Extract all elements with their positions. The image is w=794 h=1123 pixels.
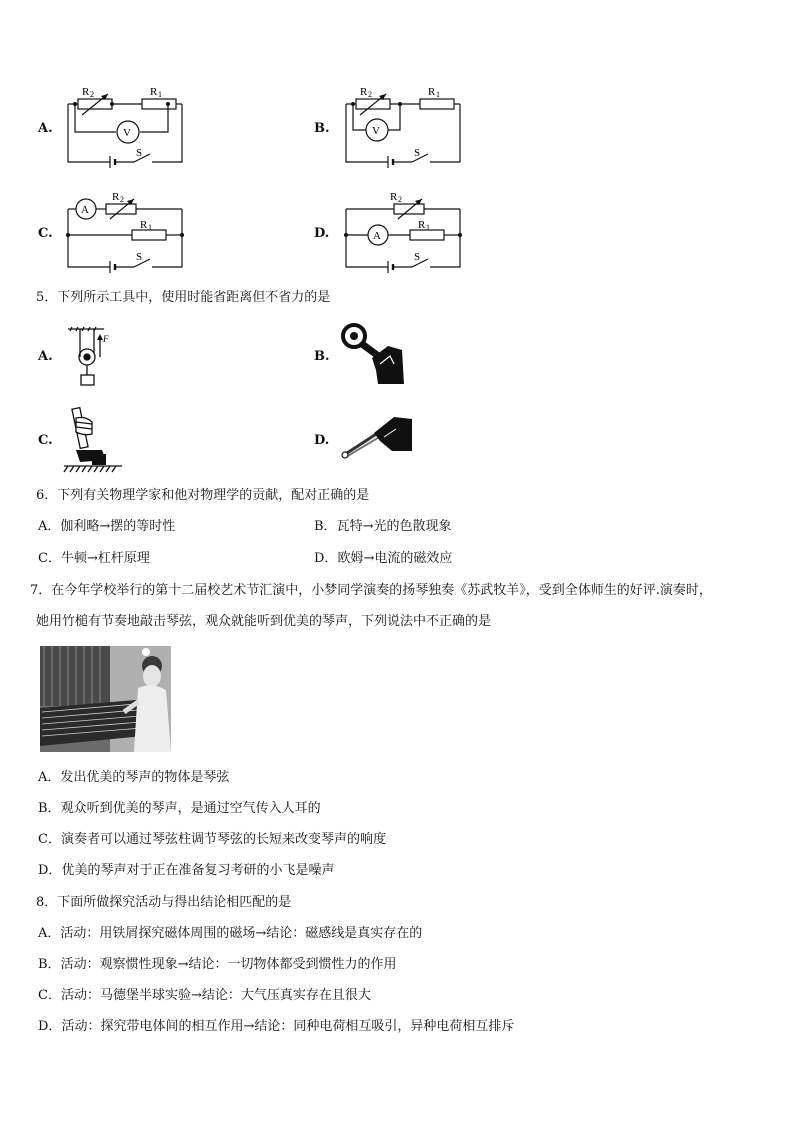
- q4-option-d-letter[interactable]: D.: [314, 226, 330, 241]
- r1-label: R: [428, 86, 436, 98]
- switch-label: S: [414, 251, 421, 263]
- option-letter: D．: [314, 551, 338, 566]
- ammeter-label: A: [373, 230, 381, 242]
- q8-option-d[interactable]: [38, 1019, 514, 1035]
- option-text: 活动：马德堡半球实验→结论：大气压真实存在且很大: [60, 988, 371, 1003]
- switch-label: S: [414, 147, 421, 159]
- hammer-icon: [62, 404, 124, 474]
- option-letter: B．: [38, 957, 61, 972]
- q4-option-a-letter[interactable]: A.: [38, 121, 53, 136]
- tweezers-icon: [340, 415, 412, 459]
- option-text: 演奏者可以通过琴弦柱调节琴弦的长短来改变琴声的响度: [60, 832, 386, 847]
- q6-option-c[interactable]: [38, 551, 150, 567]
- r1-subscript: 1: [158, 90, 162, 99]
- r1-subscript: 1: [436, 90, 440, 99]
- option-letter: C．: [38, 988, 61, 1003]
- voltmeter-label: V: [123, 127, 131, 139]
- option-letter: C．: [38, 551, 61, 566]
- circuit-diagram-b: [338, 82, 468, 172]
- q7-option-a[interactable]: [38, 770, 229, 786]
- yangqin-performance-photo: [40, 646, 171, 752]
- q6-option-b[interactable]: [314, 519, 451, 535]
- r2-subscript: 2: [398, 195, 402, 204]
- option-letter: B．: [38, 801, 61, 816]
- r2-label: R: [82, 86, 90, 98]
- q8-option-a[interactable]: [38, 926, 422, 942]
- option-text: 牛顿→杠杆原理: [60, 551, 150, 566]
- option-letter: A．: [38, 926, 61, 941]
- option-letter: C．: [38, 832, 61, 847]
- q8-stem: 8．下面所做探究活动与得出结论相匹配的是: [36, 895, 292, 910]
- r2-subscript: 2: [90, 90, 94, 99]
- option-letter: D．: [38, 1019, 62, 1034]
- q5-option-b-letter[interactable]: B.: [314, 349, 330, 364]
- q8-option-b[interactable]: [38, 957, 396, 973]
- option-text: 活动：探究带电体间的相互作用→结论：同种电荷相互吸引，异种电荷相互排斥: [61, 1019, 515, 1034]
- option-text: 瓦特→光的色散现象: [336, 519, 452, 534]
- q7-option-b[interactable]: [38, 801, 321, 817]
- q5-option-d-letter[interactable]: D.: [314, 433, 330, 448]
- circuit-diagram-d: [338, 187, 468, 273]
- q4-option-b-letter[interactable]: B.: [314, 121, 330, 136]
- r1-subscript: 1: [148, 223, 152, 232]
- r1-label: R: [140, 219, 148, 231]
- r2-label: R: [360, 86, 368, 98]
- force-label: F: [103, 334, 109, 344]
- r1-subscript: 1: [426, 223, 430, 232]
- ammeter-label: A: [81, 204, 89, 216]
- option-text: 欧姆→电流的磁效应: [337, 551, 453, 566]
- circuit-diagram-a: [60, 82, 190, 172]
- r2-subscript: 2: [120, 195, 124, 204]
- r1-label: R: [150, 86, 158, 98]
- q5-option-a-letter[interactable]: A.: [38, 349, 53, 364]
- q7-option-d[interactable]: [38, 863, 334, 879]
- r1-label: R: [418, 219, 426, 231]
- pulley-icon: [64, 325, 114, 395]
- option-text: 发出优美的琴声的物体是琴弦: [60, 770, 230, 785]
- option-letter: A．: [38, 519, 61, 534]
- q6-stem: 6．下列有关物理学家和他对物理学的贡献，配对正确的是: [36, 488, 370, 503]
- option-letter: D．: [38, 863, 62, 878]
- q7-stem-line-2: 她用竹槌有节奏地敲击琴弦，观众就能听到优美的琴声，下列说法中不正确的是: [36, 614, 492, 629]
- option-text: 活动：观察惯性现象→结论：一切物体都受到惯性力的作用: [60, 957, 397, 972]
- q6-option-d[interactable]: [314, 551, 452, 567]
- circuit-diagram-c: [60, 187, 190, 273]
- r2-label: R: [390, 191, 398, 203]
- wrench-icon: [340, 320, 406, 388]
- switch-label: S: [136, 147, 143, 159]
- q7-stem-line-1: 7．在今年学校举行的第十二届校艺术节汇演中，小梦同学演奏的扬琴独奏《苏武牧羊》，受到全体师生的好评.演奏时，: [30, 583, 712, 598]
- switch-label: S: [136, 251, 143, 263]
- option-text: 优美的琴声对于正在准备复习考研的小飞是噪声: [61, 863, 335, 878]
- option-letter: B．: [314, 519, 337, 534]
- option-text: 活动：用铁屑探究磁体周围的磁场→结论：磁感线是真实存在的: [60, 926, 423, 941]
- option-letter: A．: [38, 770, 61, 785]
- q5-stem: 5．下列所示工具中，使用时能省距离但不省力的是: [36, 290, 331, 305]
- q8-option-c[interactable]: [38, 988, 371, 1004]
- q5-option-c-letter[interactable]: C.: [38, 433, 53, 448]
- r2-subscript: 2: [368, 90, 372, 99]
- q6-option-a[interactable]: [38, 519, 175, 535]
- q4-option-c-letter[interactable]: C.: [38, 226, 53, 241]
- q7-option-c[interactable]: [38, 832, 386, 848]
- r2-label: R: [112, 191, 120, 203]
- option-text: 伽利略→摆的等时性: [60, 519, 176, 534]
- voltmeter-label: V: [372, 125, 380, 137]
- option-text: 观众听到优美的琴声，是通过空气传入人耳的: [60, 801, 321, 816]
